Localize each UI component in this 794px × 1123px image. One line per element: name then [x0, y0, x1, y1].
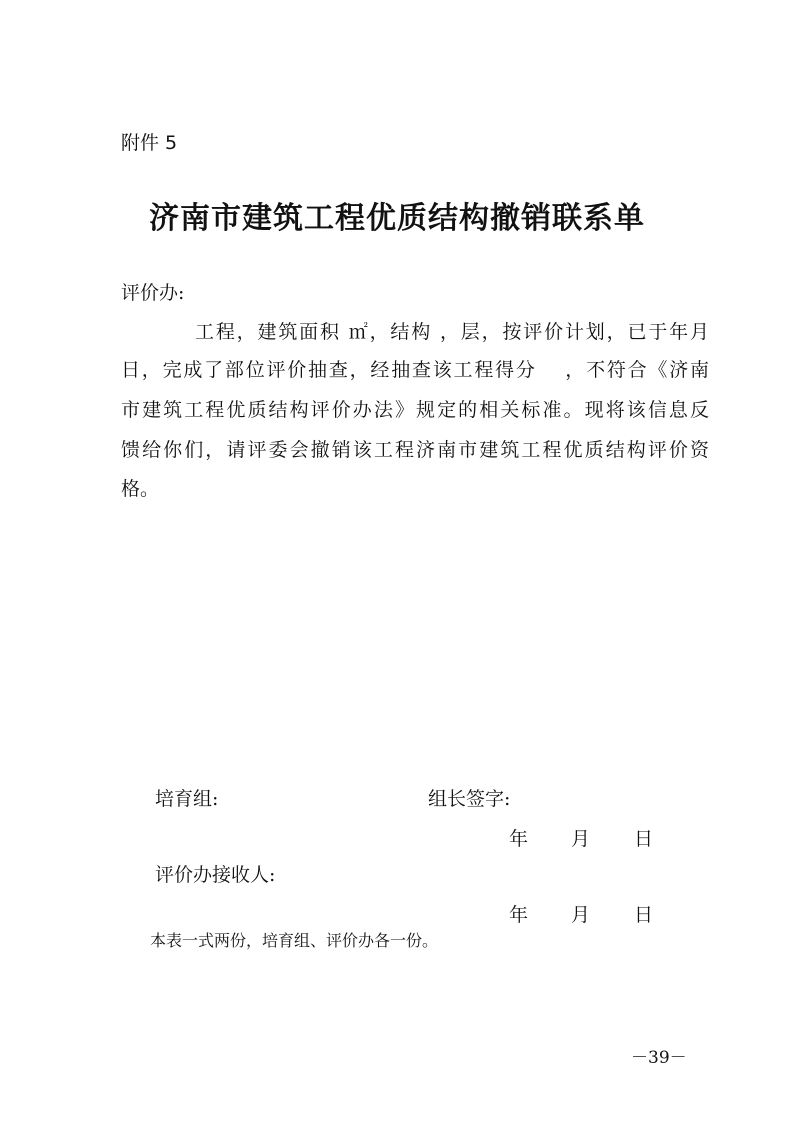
body-line-2: 日，完成了部位评价抽查，经抽查该工程得分 ，不符合《济南	[121, 359, 709, 381]
body-line-1: 工程，建筑面积 ㎡，结构 ，层，按评价计划，已于年月	[195, 321, 709, 343]
attachment-label: 附件 5	[121, 132, 178, 154]
date-month-label: 月	[571, 904, 591, 926]
body-line-5: 格。	[121, 478, 160, 500]
footnote: 本表一式两份，培育组、评价办各一份。	[150, 931, 439, 950]
body-line-3: 市建筑工程优质结构评价办法》规定的相关标准。现将该信息反	[121, 399, 709, 421]
group-label: 培育组:	[155, 788, 219, 810]
page-number: －39－	[631, 1048, 687, 1068]
receiver-label: 评价办接收人:	[155, 864, 276, 886]
addressee: 评价办:	[121, 282, 185, 304]
date-month-label: 月	[571, 828, 591, 850]
document-title: 济南市建筑工程优质结构撤销联系单	[149, 201, 645, 236]
date-day-label: 日	[634, 828, 654, 850]
date-day-label: 日	[634, 904, 654, 926]
date-year-label: 年	[509, 904, 529, 926]
leader-signature-label: 组长签字:	[428, 788, 511, 810]
body-line-4: 馈给你们，请评委会撤销该工程济南市建筑工程优质结构评价资	[121, 439, 709, 461]
date-year-label: 年	[509, 828, 529, 850]
